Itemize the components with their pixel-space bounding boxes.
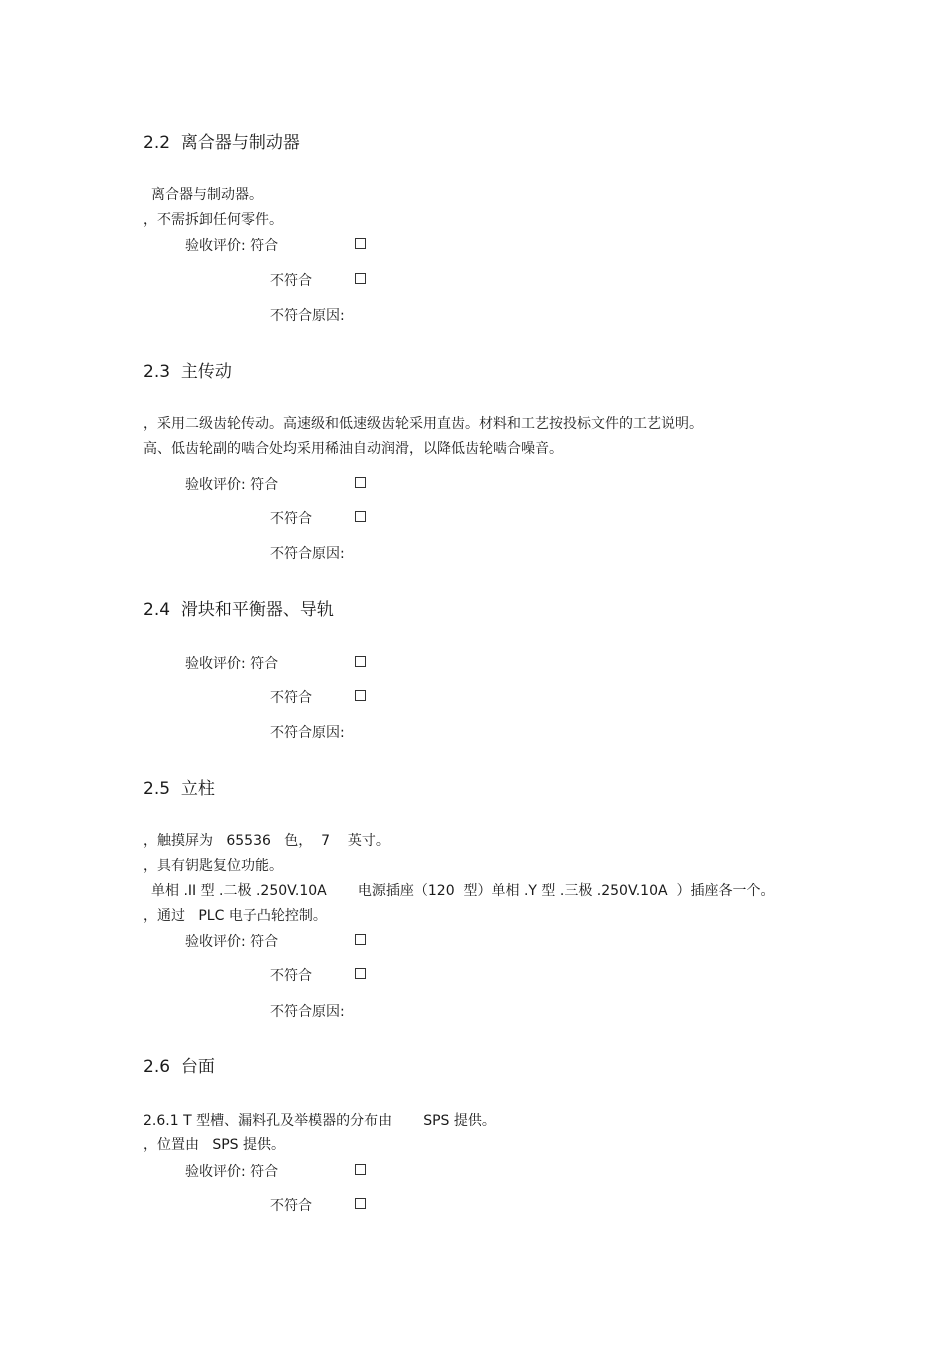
conform-checkbox[interactable] [355,934,366,945]
reason-label: 不符合原因: [270,308,345,324]
nonconform-label: 不符合 [270,511,312,527]
nonconform-checkbox[interactable] [355,968,366,979]
reason-label: 不符合原因: [270,1004,345,1020]
section-heading-2-2: 2.2 离合器与制动器 [143,133,300,153]
nonconform-checkbox[interactable] [355,1198,366,1209]
body-line: ，具有钥匙复位功能。 [143,858,283,874]
reason-label: 不符合原因: [270,546,345,562]
nonconform-label: 不符合 [270,690,312,706]
body-line: 离合器与制动器。 [151,187,263,203]
eval-label: 验收评价: 符合 [185,238,279,254]
eval-label: 验收评价: 符合 [185,1164,279,1180]
eval-label: 验收评价: 符合 [185,477,279,493]
section-heading-2-5: 2.5 立柱 [143,779,215,799]
nonconform-label: 不符合 [270,273,312,289]
conform-checkbox[interactable] [355,477,366,488]
eval-label: 验收评价: 符合 [185,656,279,672]
body-line: 2.6.1 T 型槽、漏料孔及举模器的分布由 SPS 提供。 [143,1113,496,1129]
body-line: ，触摸屏为 65536 色， 7 英寸。 [143,833,390,849]
body-line: ，通过 PLC 电子凸轮控制。 [143,908,327,924]
reason-label: 不符合原因: [270,725,345,741]
section-heading-2-4: 2.4 滑块和平衡器、导轨 [143,600,334,620]
nonconform-checkbox[interactable] [355,273,366,284]
eval-label: 验收评价: 符合 [185,934,279,950]
body-line: ，采用二级齿轮传动。高速级和低速级齿轮采用直齿。材料和工艺按投标文件的工艺说明。 [143,416,703,432]
body-line: 单相 .II 型 .二极 .250V.10A 电源插座（120 型）单相 .Y 型 .三极 .250V.10A ）插座各一个。 [151,883,775,899]
conform-checkbox[interactable] [355,238,366,249]
body-line: ，不需拆卸任何零件。 [143,212,283,228]
nonconform-label: 不符合 [270,1198,312,1214]
body-line: ，位置由 SPS 提供。 [143,1137,286,1153]
nonconform-label: 不符合 [270,968,312,984]
body-line: 高、低齿轮副的啮合处均采用稀油自动润滑，以降低齿轮啮合噪音。 [143,441,563,457]
conform-checkbox[interactable] [355,1164,366,1175]
nonconform-checkbox[interactable] [355,511,366,522]
conform-checkbox[interactable] [355,656,366,667]
section-heading-2-6: 2.6 台面 [143,1057,215,1077]
section-heading-2-3: 2.3 主传动 [143,362,232,382]
nonconform-checkbox[interactable] [355,690,366,701]
